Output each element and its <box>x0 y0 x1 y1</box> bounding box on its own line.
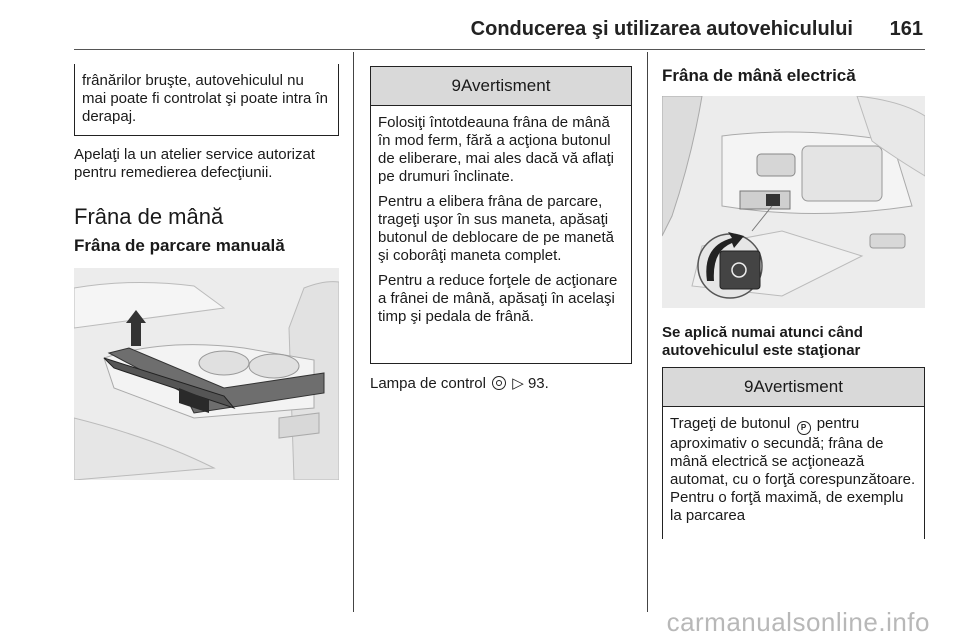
page-header <box>0 0 960 50</box>
warning-box-electric-brake <box>662 367 925 539</box>
warning-paragraph: Folosiţi întotdeauna frâna de mână în mod ferm, fără a acţiona butonul de eliberare, mai ales dacă vă aflaţi pe drumuri înclinate. <box>378 114 614 185</box>
control-lamp-label: Lampa de control <box>370 375 486 392</box>
column-divider-2 <box>647 52 648 612</box>
continued-warning-text: frânărilor bruşte, autovehiculul nu mai poate fi controlat şi poate intra în derapaj. <box>82 72 328 125</box>
column-divider-1 <box>353 52 354 612</box>
warning-title: Avertisment <box>753 377 843 396</box>
page-number: 161 <box>889 18 923 40</box>
manual-parking-brake-drawing <box>74 268 339 480</box>
warning-text-rest: pentru aproximativ o secundă; frâna de mână electrică se acţionează automat, cu o forţă corespunzătoare. Pentru o forţă maximă, de exemplu la parcarea <box>670 415 916 524</box>
section-heading: Frâna de mână <box>74 204 224 229</box>
control-lamp-reference <box>370 375 632 393</box>
repair-note: Apelaţi la un atelier service autorizat pentru remedierea defecţiunii. <box>74 146 315 181</box>
subsection-heading: Frâna de parcare manuală <box>74 236 285 255</box>
warning-paragraph: Pentru a elibera frâna de parcare, trageţi uşor în sus maneta, apăsaţi butonul de deblocare de pe manetă şi coborâţi maneta complet. <box>378 193 615 264</box>
page-ref-arrow-icon: ▷ <box>512 375 524 392</box>
warning-box-manual-brake <box>370 66 632 364</box>
warning-icon: 9 <box>451 76 461 95</box>
warning-body <box>371 106 631 326</box>
brake-lamp-icon <box>492 376 506 390</box>
warning-icon: 9 <box>744 377 754 396</box>
electric-parking-brake-illustration <box>662 96 925 308</box>
stationary-subheading: Se aplică numai atunci când autovehiculul este staţionar <box>662 324 863 359</box>
control-lamp-page-ref: 93. <box>527 375 549 392</box>
warning-paragraph: Pentru a reduce forţele de acţionare a frânei de mână, apăsaţi în acelaşi timp şi pedala de frână. <box>378 272 618 325</box>
warning-body <box>663 407 924 525</box>
warning-header <box>371 67 631 106</box>
header-title: Conducerea şi utilizarea autovehiculului <box>470 18 853 40</box>
continued-warning-box <box>74 64 339 136</box>
warning-text-start: Trageţi de butonul <box>670 415 791 432</box>
electric-brake-heading: Frâna de mână electrică <box>662 66 856 85</box>
watermark: carmanualsonline.info <box>666 607 930 637</box>
manual-parking-brake-illustration <box>74 268 339 480</box>
warning-title: Avertisment <box>461 76 551 95</box>
warning-paragraph <box>670 415 917 525</box>
electric-parking-brake-drawing <box>662 96 925 308</box>
header-rule <box>74 49 925 50</box>
parking-brake-button-icon: P <box>797 421 811 435</box>
warning-header <box>663 368 924 407</box>
